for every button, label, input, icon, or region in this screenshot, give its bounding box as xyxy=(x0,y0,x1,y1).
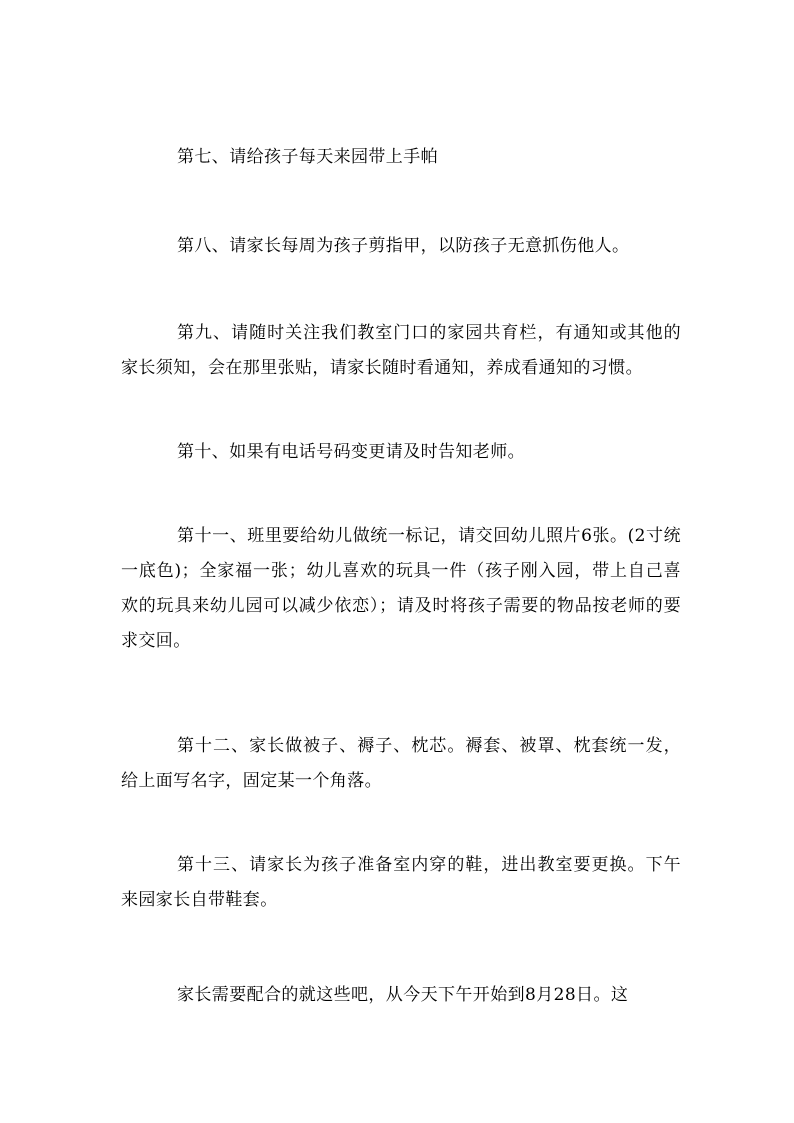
paragraph-closing: 家长需要配合的就这些吧，从今天下午开始到8月28日。这 xyxy=(177,985,629,1005)
paragraph-item-7: 第七、请给孩子每天来园带上手帕 xyxy=(177,147,438,167)
paragraph-item-12: 第十二、家长做被子、褥子、枕芯。褥套、被罩、枕套统一发，给上面写名字，固定某一个角落。 xyxy=(121,736,681,791)
paragraph-item-10: 第十、如果有电话号码变更请及时告知老师。 xyxy=(177,442,525,462)
paragraph-item-8: 第八、请家长每周为孩子剪指甲，以防孩子无意抓伤他人。 xyxy=(177,236,630,256)
paragraph-item-11: 第十一、班里要给幼儿做统一标记，请交回幼儿照片6张。(2寸统一底色)；全家福一张；幼儿喜欢的玩具一件（孩子刚入园，带上自己喜欢的玩具来幼儿园可以减少依恋）；请及时将孩子需要的物品按老师的要求交回。 xyxy=(121,526,681,651)
paragraph-item-13: 第十三、请家长为孩子准备室内穿的鞋，进出教室要更换。下午来园家长自带鞋套。 xyxy=(121,855,681,910)
paragraph-item-9: 第九、请随时关注我们教室门口的家园共育栏，有通知或其他的家长须知，会在那里张贴，请家长随时看通知，养成看通知的习惯。 xyxy=(121,323,681,378)
